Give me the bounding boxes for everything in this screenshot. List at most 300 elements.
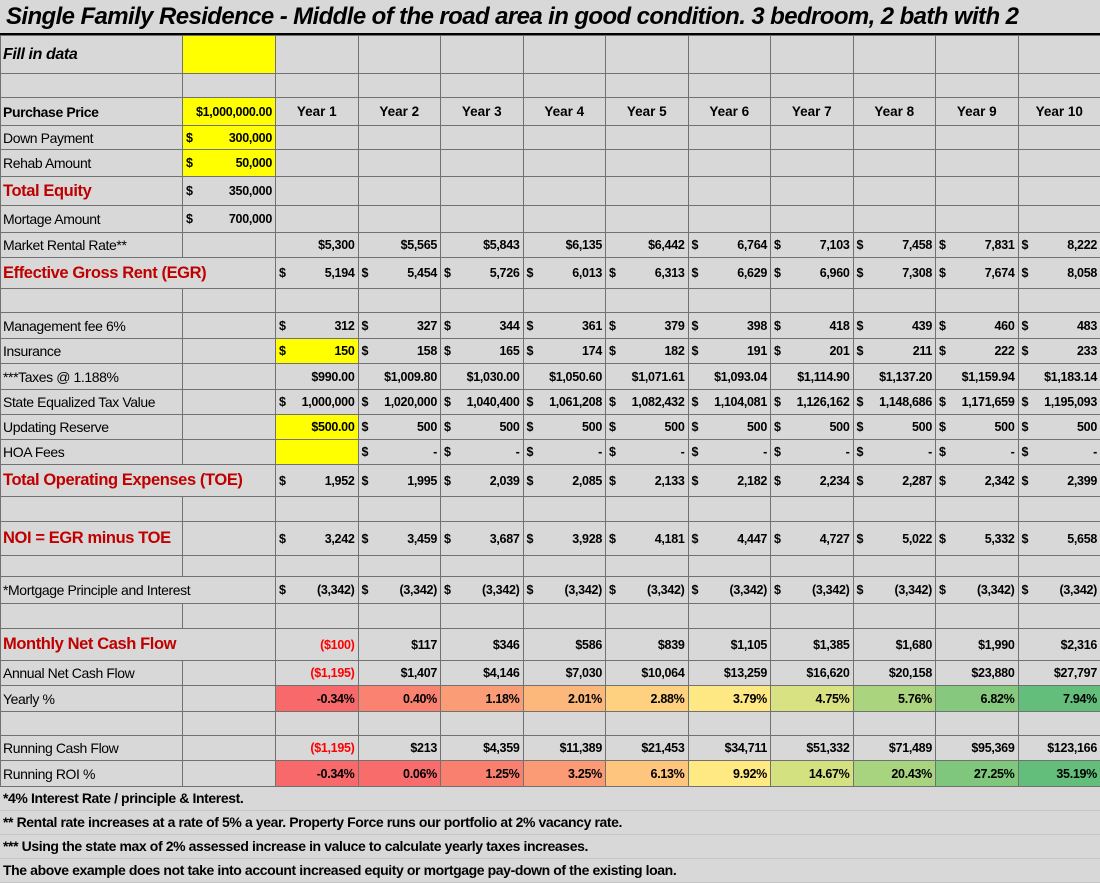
currency-symbol: $: [774, 420, 781, 434]
data-cell: [441, 390, 524, 415]
accounting-value: $ 4,727: [774, 532, 850, 546]
currency-symbol: $: [527, 583, 534, 597]
input-cell[interactable]: [276, 440, 359, 465]
data-cell: [523, 522, 606, 556]
currency-symbol: $: [939, 474, 946, 488]
year-header: Year 5: [606, 98, 689, 126]
currency-symbol: $: [444, 583, 451, 597]
accounting-value: $ 2,234: [774, 474, 850, 488]
empty-cell: [606, 36, 689, 74]
data-cell: $1,385: [771, 629, 854, 661]
accounting-value: $ 2,399: [1022, 474, 1098, 488]
empty-cell: [936, 712, 1019, 736]
data-cell: 6.13%: [606, 761, 689, 787]
empty-cell: [1018, 289, 1100, 313]
data-cell: $117: [358, 629, 441, 661]
data-cell: [523, 258, 606, 289]
accounting-value: $ -: [1022, 445, 1098, 459]
empty-cell: [183, 736, 276, 761]
empty-cell: [1, 289, 183, 313]
data-cell: 6.82%: [936, 686, 1019, 712]
empty-cell: [523, 604, 606, 629]
empty-cell: [183, 339, 276, 364]
empty-cell: [523, 126, 606, 150]
data-cell: [936, 313, 1019, 339]
empty-cell: [936, 497, 1019, 522]
data-cell: [358, 258, 441, 289]
hoa-fees-label: HOA Fees: [1, 440, 183, 465]
accounting-value: $ 233: [1022, 344, 1098, 358]
currency-symbol: $: [939, 532, 946, 546]
data-cell: $1,050.60: [523, 364, 606, 390]
accounting-value: $ 2,342: [939, 474, 1015, 488]
currency-symbol: $: [362, 266, 369, 280]
data-cell: [771, 577, 854, 604]
currency-symbol: $: [774, 266, 781, 280]
data-cell: [688, 339, 771, 364]
empty-cell: [688, 150, 771, 177]
data-cell: [936, 415, 1019, 440]
data-cell: $10,064: [606, 661, 689, 686]
accounting-value: $ 2,039: [444, 474, 520, 488]
noi-label: NOI = EGR minus TOE: [1, 522, 183, 556]
empty-cell: [441, 126, 524, 150]
currency-symbol: $: [444, 532, 451, 546]
data-cell: [688, 233, 771, 258]
data-cell: [853, 522, 936, 556]
data-cell: $5,300: [276, 233, 359, 258]
accounting-value: $ (3,342): [279, 583, 355, 597]
empty-cell: [1018, 126, 1100, 150]
data-cell: [853, 233, 936, 258]
effective-gross-rent-row: [1, 258, 1100, 289]
accounting-value: $ -: [939, 445, 1015, 459]
empty-cell: [358, 712, 441, 736]
currency-symbol: $: [857, 445, 864, 459]
currency-symbol: $: [774, 395, 781, 409]
input-cell[interactable]: [276, 339, 359, 364]
empty-cell: [523, 74, 606, 98]
market-rental-rate-row: [1, 233, 1100, 258]
accounting-value: $ 2,133: [609, 474, 685, 488]
empty-cell: [688, 206, 771, 233]
data-cell: [853, 339, 936, 364]
empty-cell: [606, 497, 689, 522]
data-cell: [606, 415, 689, 440]
currency-symbol: $: [939, 445, 946, 459]
accounting-value: $ 158: [362, 344, 438, 358]
data-cell: $990.00: [276, 364, 359, 390]
running-roi-row: [1, 761, 1100, 787]
accounting-value: $ 344: [444, 319, 520, 333]
data-cell: $1,680: [853, 629, 936, 661]
accounting-value: $ 361: [527, 319, 603, 333]
updating-reserve-label: Updating Reserve: [1, 415, 183, 440]
taxes-row: [1, 364, 1100, 390]
accounting-value: $ 1,020,000: [362, 395, 438, 409]
annual-net-cash-flow-row: [1, 661, 1100, 686]
data-cell: [276, 258, 359, 289]
accounting-value: $ -: [527, 445, 603, 459]
currency-symbol: $: [1022, 532, 1029, 546]
accounting-value: $ 7,831: [939, 238, 1015, 252]
data-cell: $71,489: [853, 736, 936, 761]
data-cell: $13,259: [688, 661, 771, 686]
currency-symbol: $: [1022, 266, 1029, 280]
empty-cell: [771, 289, 854, 313]
accounting-value: $ 460: [939, 319, 1015, 333]
data-cell: [358, 390, 441, 415]
year-header: Year 8: [853, 98, 936, 126]
empty-cell: [358, 206, 441, 233]
accounting-value: $ 5,022: [857, 532, 933, 546]
currency-symbol: $: [186, 131, 193, 145]
insurance-label: Insurance: [1, 339, 183, 364]
year-header: Year 4: [523, 98, 606, 126]
data-cell: [441, 313, 524, 339]
empty-cell: [358, 289, 441, 313]
data-cell: [523, 390, 606, 415]
accounting-value: $ 5,332: [939, 532, 1015, 546]
currency-symbol: $: [279, 395, 286, 409]
empty-cell: [358, 36, 441, 74]
empty-cell: [936, 150, 1019, 177]
accounting-value: $ 500: [527, 420, 603, 434]
empty-cell: [606, 604, 689, 629]
currency-symbol: $: [444, 395, 451, 409]
accounting-value: $ 1,171,659: [939, 395, 1015, 409]
empty-cell: [771, 36, 854, 74]
data-cell: [358, 577, 441, 604]
data-cell: [276, 577, 359, 604]
hoa-fees-row: [1, 440, 1100, 465]
data-cell: $23,880: [936, 661, 1019, 686]
empty-cell: [853, 712, 936, 736]
currency-symbol: $: [279, 266, 286, 280]
input-column-cell: [183, 177, 276, 206]
currency-symbol: $: [609, 532, 616, 546]
spacer-row: [1, 289, 1100, 313]
data-cell: $1,407: [358, 661, 441, 686]
empty-cell: [771, 712, 854, 736]
input-cell[interactable]: [183, 150, 276, 177]
empty-cell: [183, 313, 276, 339]
empty-cell: [853, 36, 936, 74]
empty-cell: [358, 177, 441, 206]
empty-cell: [936, 604, 1019, 629]
accounting-value: $ 3,242: [279, 532, 355, 546]
data-cell: [853, 577, 936, 604]
currency-symbol: $: [609, 474, 616, 488]
currency-symbol: $: [362, 474, 369, 488]
empty-cell: [688, 712, 771, 736]
data-cell: [936, 258, 1019, 289]
year-header: Year 2: [358, 98, 441, 126]
accounting-value: $ 1,040,400: [444, 395, 520, 409]
currency-symbol: $: [444, 420, 451, 434]
empty-cell: [183, 497, 276, 522]
currency-symbol: $: [362, 420, 369, 434]
data-cell: $1,009.80: [358, 364, 441, 390]
empty-cell: [771, 604, 854, 629]
data-cell: [358, 313, 441, 339]
data-cell: [358, 522, 441, 556]
accounting-value: $ 165: [444, 344, 520, 358]
accounting-value: $ 350,000: [186, 184, 272, 198]
accounting-value: $ 5,454: [362, 266, 438, 280]
data-cell: $5,843: [441, 233, 524, 258]
data-cell: [276, 465, 359, 497]
currency-symbol: $: [279, 344, 286, 358]
data-cell: [1018, 415, 1100, 440]
accounting-value: $ 418: [774, 319, 850, 333]
data-cell: $27,797: [1018, 661, 1100, 686]
currency-symbol: $: [609, 445, 616, 459]
data-cell: [1018, 390, 1100, 415]
rehab-amount-row: [1, 150, 1100, 177]
data-cell: 35.19%: [1018, 761, 1100, 787]
empty-cell: [183, 604, 276, 629]
currency-symbol: $: [857, 420, 864, 434]
accounting-value: $ 7,308: [857, 266, 933, 280]
accounting-value: $ 4,447: [692, 532, 768, 546]
empty-cell: [688, 497, 771, 522]
empty-cell: [441, 74, 524, 98]
data-cell: $4,146: [441, 661, 524, 686]
empty-cell: [183, 686, 276, 712]
data-cell: ($1,195): [276, 661, 359, 686]
data-cell: 20.43%: [853, 761, 936, 787]
empty-cell: [276, 150, 359, 177]
data-cell: [853, 313, 936, 339]
currency-symbol: $: [939, 344, 946, 358]
empty-cell: [606, 556, 689, 577]
currency-symbol: $: [774, 474, 781, 488]
data-cell: [936, 522, 1019, 556]
currency-symbol: $: [444, 474, 451, 488]
data-cell: [936, 390, 1019, 415]
accounting-value: $ 4,181: [609, 532, 685, 546]
empty-cell: [183, 556, 276, 577]
empty-cell: [441, 206, 524, 233]
empty-cell: [688, 556, 771, 577]
noi-row: [1, 522, 1100, 556]
empty-cell: [1018, 36, 1100, 74]
data-cell: $213: [358, 736, 441, 761]
accounting-value: $ (3,342): [692, 583, 768, 597]
input-cell[interactable]: $1,000,000.00: [183, 98, 276, 126]
sheet-title: Single Family Residence - Middle of the road area in good condition. 3 bedroom, 2 bath with 2: [0, 0, 1100, 35]
empty-cell: [276, 206, 359, 233]
data-cell: [1018, 339, 1100, 364]
total-operating-expenses-label: Total Operating Expenses (TOE): [1, 465, 276, 497]
currency-symbol: $: [186, 156, 193, 170]
accounting-value: $ 211: [857, 344, 933, 358]
accounting-value: $ (3,342): [774, 583, 850, 597]
empty-cell: [771, 206, 854, 233]
input-cell[interactable]: $500.00: [276, 415, 359, 440]
running-roi-label: Running ROI %: [1, 761, 183, 787]
empty-cell: [1, 712, 183, 736]
accounting-value: $ (3,342): [1022, 583, 1098, 597]
currency-symbol: $: [939, 319, 946, 333]
empty-cell: [276, 289, 359, 313]
fill-in-data-label: Fill in data: [1, 36, 183, 74]
empty-cell: [1, 497, 183, 522]
currency-symbol: $: [362, 532, 369, 546]
empty-cell: [358, 150, 441, 177]
empty-cell: [1018, 604, 1100, 629]
empty-cell: [936, 206, 1019, 233]
currency-symbol: $: [609, 319, 616, 333]
data-cell: $16,620: [771, 661, 854, 686]
total-operating-expenses-row: [1, 465, 1100, 497]
data-cell: [853, 390, 936, 415]
year-header: Year 9: [936, 98, 1019, 126]
data-cell: [523, 313, 606, 339]
data-cell: [276, 390, 359, 415]
empty-cell: [276, 126, 359, 150]
currency-symbol: $: [774, 344, 781, 358]
data-cell: [1018, 440, 1100, 465]
empty-cell: [853, 604, 936, 629]
currency-symbol: $: [609, 344, 616, 358]
rehab-amount-label: Rehab Amount: [1, 150, 183, 177]
monthly-net-cash-flow-row: [1, 629, 1100, 661]
data-cell: 0.40%: [358, 686, 441, 712]
empty-cell: [441, 150, 524, 177]
accounting-value: $ (3,342): [527, 583, 603, 597]
data-cell: [441, 339, 524, 364]
currency-symbol: $: [527, 395, 534, 409]
empty-cell: [936, 556, 1019, 577]
down-payment-row: [1, 126, 1100, 150]
empty-cell: [606, 177, 689, 206]
footnote-1: *4% Interest Rate / principle & Interest.: [0, 787, 1100, 811]
input-cell[interactable]: [183, 36, 276, 74]
data-cell: [606, 313, 689, 339]
data-cell: 4.75%: [771, 686, 854, 712]
data-cell: [688, 390, 771, 415]
currency-symbol: $: [1022, 344, 1029, 358]
empty-cell: [276, 497, 359, 522]
data-cell: [771, 465, 854, 497]
empty-cell: [1018, 712, 1100, 736]
accounting-value: $ 3,687: [444, 532, 520, 546]
empty-cell: [358, 604, 441, 629]
data-cell: [606, 390, 689, 415]
empty-cell: [276, 36, 359, 74]
currency-symbol: $: [857, 238, 864, 252]
data-cell: $4,359: [441, 736, 524, 761]
data-cell: [771, 415, 854, 440]
data-cell: [688, 313, 771, 339]
data-cell: [936, 233, 1019, 258]
currency-symbol: $: [857, 583, 864, 597]
data-cell: $5,565: [358, 233, 441, 258]
currency-symbol: $: [186, 212, 193, 226]
purchase-price-row: [1, 98, 1100, 126]
currency-symbol: $: [692, 344, 699, 358]
empty-cell: [183, 522, 276, 556]
accounting-value: $ 500: [692, 420, 768, 434]
currency-symbol: $: [857, 319, 864, 333]
accounting-value: $ -: [444, 445, 520, 459]
data-cell: [606, 339, 689, 364]
accounting-value: $ 1,995: [362, 474, 438, 488]
data-cell: $1,114.90: [771, 364, 854, 390]
data-cell: $346: [441, 629, 524, 661]
running-cash-flow-row: [1, 736, 1100, 761]
currency-symbol: $: [609, 583, 616, 597]
data-cell: [1018, 313, 1100, 339]
empty-cell: [688, 126, 771, 150]
data-cell: [771, 313, 854, 339]
currency-symbol: $: [186, 184, 193, 198]
input-cell[interactable]: [183, 126, 276, 150]
empty-cell: [606, 206, 689, 233]
empty-cell: [358, 126, 441, 150]
data-cell: [358, 339, 441, 364]
currency-symbol: $: [692, 395, 699, 409]
empty-cell: [688, 36, 771, 74]
yearly-pct-label: Yearly %: [1, 686, 183, 712]
empty-cell: [606, 126, 689, 150]
empty-cell: [523, 36, 606, 74]
data-cell: $839: [606, 629, 689, 661]
empty-cell: [853, 206, 936, 233]
data-cell: [853, 440, 936, 465]
empty-cell: [523, 150, 606, 177]
data-cell: $1,183.14: [1018, 364, 1100, 390]
data-cell: [441, 258, 524, 289]
spreadsheet-grid: [0, 35, 1100, 787]
year-header: Year 6: [688, 98, 771, 126]
data-cell: $2,316: [1018, 629, 1100, 661]
data-cell: [936, 440, 1019, 465]
currency-symbol: $: [279, 532, 286, 546]
data-cell: [688, 522, 771, 556]
data-cell: [276, 313, 359, 339]
empty-cell: [523, 556, 606, 577]
currency-symbol: $: [444, 319, 451, 333]
accounting-value: $ 201: [774, 344, 850, 358]
currency-symbol: $: [939, 583, 946, 597]
currency-symbol: $: [362, 319, 369, 333]
accounting-value: $ 3,928: [527, 532, 603, 546]
data-cell: $6,442: [606, 233, 689, 258]
accounting-value: $ 1,126,162: [774, 395, 850, 409]
accounting-value: $ 5,658: [1022, 532, 1098, 546]
empty-cell: [853, 497, 936, 522]
empty-cell: [771, 177, 854, 206]
empty-cell: [936, 74, 1019, 98]
data-cell: [853, 465, 936, 497]
accounting-value: $ 2,182: [692, 474, 768, 488]
data-cell: 1.18%: [441, 686, 524, 712]
data-cell: 1.25%: [441, 761, 524, 787]
empty-cell: [276, 604, 359, 629]
total-equity-row: [1, 177, 1100, 206]
empty-cell: [441, 497, 524, 522]
down-payment-label: Down Payment: [1, 126, 183, 150]
data-cell: 2.01%: [523, 686, 606, 712]
currency-symbol: $: [1022, 583, 1029, 597]
currency-symbol: $: [939, 420, 946, 434]
empty-cell: [688, 289, 771, 313]
currency-symbol: $: [857, 266, 864, 280]
data-cell: ($100): [276, 629, 359, 661]
